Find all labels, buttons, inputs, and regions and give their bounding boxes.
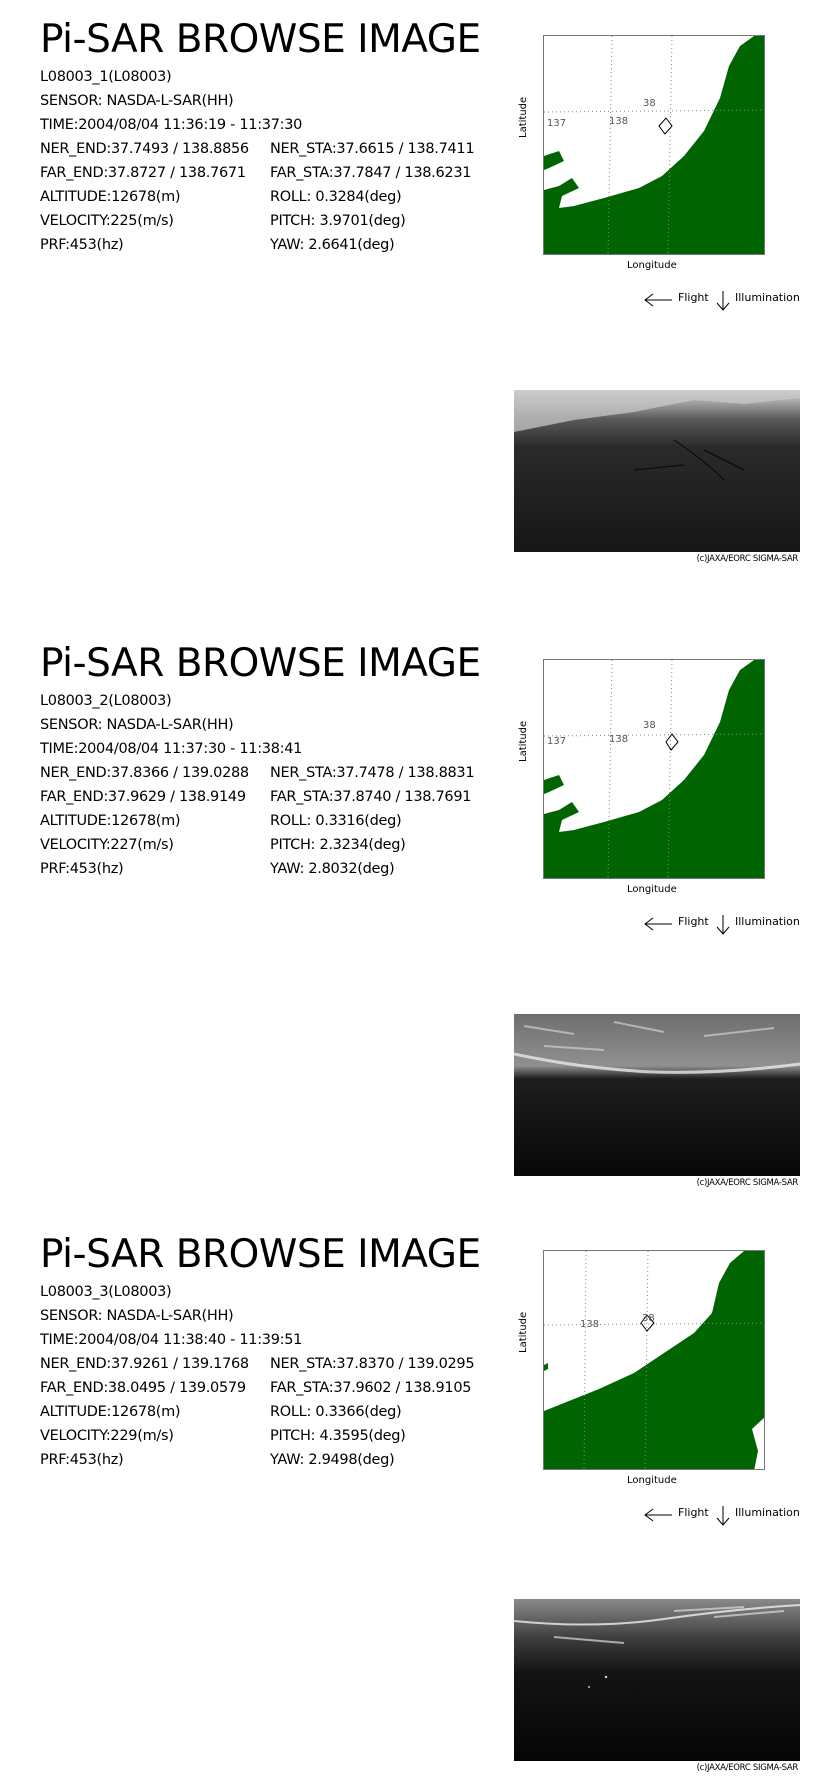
velocity-text: VELOCITY:229(m/s)	[40, 1428, 174, 1444]
grid-label-137: 137	[547, 118, 567, 129]
altitude-text: ALTITUDE:12678(m)	[40, 1404, 181, 1420]
location-map	[543, 659, 765, 879]
sensor-text: SENSOR: NASDA-L-SAR(HH)	[40, 93, 234, 109]
roll-text: ROLL: 0.3284(deg)	[270, 189, 402, 205]
location-map	[543, 1250, 765, 1470]
page-title: Pi-SAR BROWSE IMAGE	[40, 17, 481, 62]
flight-label: Flight	[678, 915, 709, 928]
page-title: Pi-SAR BROWSE IMAGE	[40, 1232, 481, 1277]
far-sta-text: FAR_STA:37.8740 / 138.7691	[270, 789, 472, 805]
grid-label-138: 138	[609, 116, 629, 127]
time-text: TIME:2004/08/04 11:38:40 - 11:39:51	[40, 1332, 303, 1348]
time-text: TIME:2004/08/04 11:36:19 - 11:37:30	[40, 117, 303, 133]
velocity-text: VELOCITY:225(m/s)	[40, 213, 174, 229]
swath-footprint	[666, 734, 678, 750]
yaw-text: YAW: 2.9498(deg)	[270, 1452, 395, 1468]
illumination-arrow-icon	[717, 1506, 729, 1525]
grid-label-138: 138	[580, 1319, 600, 1330]
latitude-axis-label: Latitude	[518, 720, 529, 762]
flight-label: Flight	[678, 1506, 709, 1519]
sensor-text: SENSOR: NASDA-L-SAR(HH)	[40, 717, 234, 733]
direction-legend	[640, 1503, 810, 1527]
prf-text: PRF:453(hz)	[40, 237, 124, 253]
grid-label-138: 138	[609, 734, 629, 745]
sensor-text: SENSOR: NASDA-L-SAR(HH)	[40, 1308, 234, 1324]
longitude-axis-label: Longitude	[627, 1475, 677, 1486]
grid-label-38: 38	[643, 720, 656, 731]
grid-label-38: 38	[642, 1313, 655, 1324]
land-area	[544, 36, 765, 255]
illumination-label: Illumination	[735, 915, 800, 928]
longitude-axis-label: Longitude	[627, 260, 677, 271]
page-title: Pi-SAR BROWSE IMAGE	[40, 641, 481, 686]
far-sta-text: FAR_STA:37.9602 / 138.9105	[270, 1380, 472, 1396]
illumination-label: Illumination	[735, 291, 800, 304]
record-id: L08003_1(L08003)	[40, 69, 172, 85]
direction-legend	[640, 912, 810, 936]
pitch-text: PITCH: 3.9701(deg)	[270, 213, 406, 229]
illumination-arrow-icon	[717, 291, 729, 310]
far-end-text: FAR_END:37.9629 / 138.9149	[40, 789, 246, 805]
ner-end-text: NER_END:37.7493 / 138.8856	[40, 141, 249, 157]
sar-image	[514, 390, 800, 552]
latitude-axis-label: Latitude	[518, 1311, 529, 1353]
longitude-axis-label: Longitude	[627, 884, 677, 895]
copyright-credit: (c)JAXA/EORC SIGMA-SAR	[696, 1763, 798, 1773]
yaw-text: YAW: 2.8032(deg)	[270, 861, 395, 877]
record-2	[0, 642, 822, 1187]
flight-arrow-icon	[645, 294, 672, 306]
far-end-text: FAR_END:38.0495 / 139.0579	[40, 1380, 246, 1396]
ner-end-text: NER_END:37.8366 / 139.0288	[40, 765, 249, 781]
flight-arrow-icon	[645, 1509, 672, 1521]
ner-end-text: NER_END:37.9261 / 139.1768	[40, 1356, 249, 1372]
prf-text: PRF:453(hz)	[40, 1452, 124, 1468]
ner-sta-text: NER_STA:37.8370 / 139.0295	[270, 1356, 475, 1372]
record-1	[0, 18, 822, 563]
grid-label-137: 137	[547, 736, 567, 747]
time-text: TIME:2004/08/04 11:37:30 - 11:38:41	[40, 741, 303, 757]
land-area	[544, 1251, 765, 1470]
sar-image	[514, 1599, 800, 1761]
roll-text: ROLL: 0.3366(deg)	[270, 1404, 402, 1420]
flight-arrow-icon	[645, 918, 672, 930]
far-end-text: FAR_END:37.8727 / 138.7671	[40, 165, 246, 181]
flight-label: Flight	[678, 291, 709, 304]
location-map	[543, 35, 765, 255]
latitude-axis-label: Latitude	[518, 96, 529, 138]
ner-sta-text: NER_STA:37.6615 / 138.7411	[270, 141, 475, 157]
altitude-text: ALTITUDE:12678(m)	[40, 813, 181, 829]
record-3	[0, 1233, 822, 1778]
yaw-text: YAW: 2.6641(deg)	[270, 237, 395, 253]
ner-sta-text: NER_STA:37.7478 / 138.8831	[270, 765, 475, 781]
direction-legend	[640, 288, 810, 312]
sar-image	[514, 1014, 800, 1176]
illumination-label: Illumination	[735, 1506, 800, 1519]
land-area	[544, 660, 765, 879]
roll-text: ROLL: 0.3316(deg)	[270, 813, 402, 829]
grid-label-38: 38	[643, 98, 656, 109]
prf-text: PRF:453(hz)	[40, 861, 124, 877]
altitude-text: ALTITUDE:12678(m)	[40, 189, 181, 205]
pitch-text: PITCH: 2.3234(deg)	[270, 837, 406, 853]
velocity-text: VELOCITY:227(m/s)	[40, 837, 174, 853]
pitch-text: PITCH: 4.3595(deg)	[270, 1428, 406, 1444]
copyright-credit: (c)JAXA/EORC SIGMA-SAR	[696, 554, 798, 564]
illumination-arrow-icon	[717, 915, 729, 934]
copyright-credit: (c)JAXA/EORC SIGMA-SAR	[696, 1178, 798, 1188]
record-id: L08003_2(L08003)	[40, 693, 172, 709]
record-id: L08003_3(L08003)	[40, 1284, 172, 1300]
far-sta-text: FAR_STA:37.7847 / 138.6231	[270, 165, 472, 181]
